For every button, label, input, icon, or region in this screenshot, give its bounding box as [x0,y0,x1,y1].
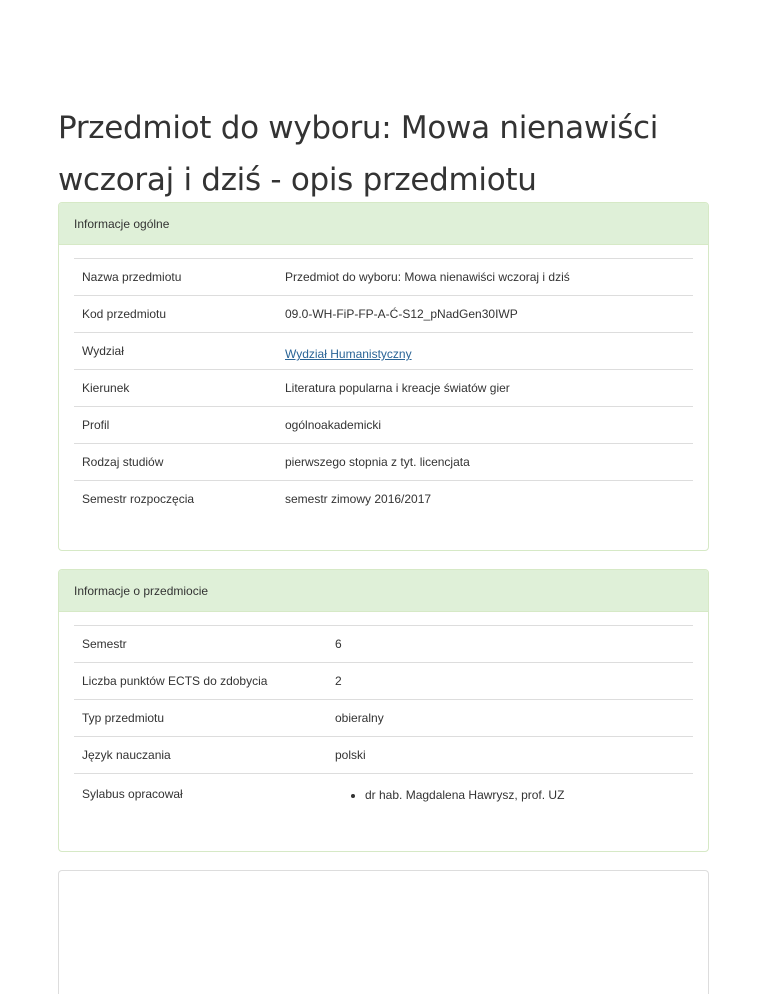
language-value: polski [327,737,693,774]
field-of-study-value: Literatura popularna i kreacje światów gier [277,370,693,407]
row-label: Sylabus opracował [74,774,327,811]
page-title: Przedmiot do wyboru: Mowa nienawiści wczoraj i dziś - opis przedmiotu [58,110,659,198]
course-info-panel [58,569,709,852]
general-info-panel [58,202,709,551]
row-label: Język nauczania [74,737,327,774]
panel-heading: Informacje o przedmiocie [59,570,708,612]
row-label: Wydział [74,333,277,370]
course-info-table [74,625,693,811]
table-row [74,296,693,333]
table-row [74,737,693,774]
row-label: Liczba punktów ECTS do zdobycia [74,663,327,700]
next-panel [58,870,709,994]
table-row [74,626,693,663]
row-label: Rodzaj studiów [74,444,277,481]
ects-value: 2 [327,663,693,700]
row-label: Typ przedmiotu [74,700,327,737]
syllabus-author-list [335,787,685,804]
table-row [74,481,693,518]
faculty-link[interactable]: Wydział Humanistyczny [285,347,412,361]
table-row [74,333,693,370]
table-row [74,370,693,407]
course-code-value: 09.0-WH-FiP-FP-A-Ć-S12_pNadGen30IWP [277,296,693,333]
row-label: Profil [74,407,277,444]
table-row [74,774,693,811]
study-type-value: pierwszego stopnia z tyt. licencjata [277,444,693,481]
course-type-value: obieralny [327,700,693,737]
table-row [74,700,693,737]
table-row [74,407,693,444]
table-row [74,444,693,481]
row-label: Kierunek [74,370,277,407]
row-label: Semestr rozpoczęcia [74,481,277,518]
table-row [74,663,693,700]
course-name-value: Przedmiot do wyboru: Mowa nienawiści wczoraj i dziś [277,259,693,296]
profile-value: ogólnoakademicki [277,407,693,444]
start-semester-value: semestr zimowy 2016/2017 [277,481,693,518]
panel-heading: Informacje ogólne [59,203,708,245]
general-info-table [74,258,693,518]
row-label: Semestr [74,626,327,663]
row-label: Nazwa przedmiotu [74,259,277,296]
row-label: Kod przedmiotu [74,296,277,333]
list-item: • dr hab. Magdalena Hawrysz, prof. UZ [365,787,685,804]
semester-value: 6 [327,626,693,663]
table-row [74,259,693,296]
